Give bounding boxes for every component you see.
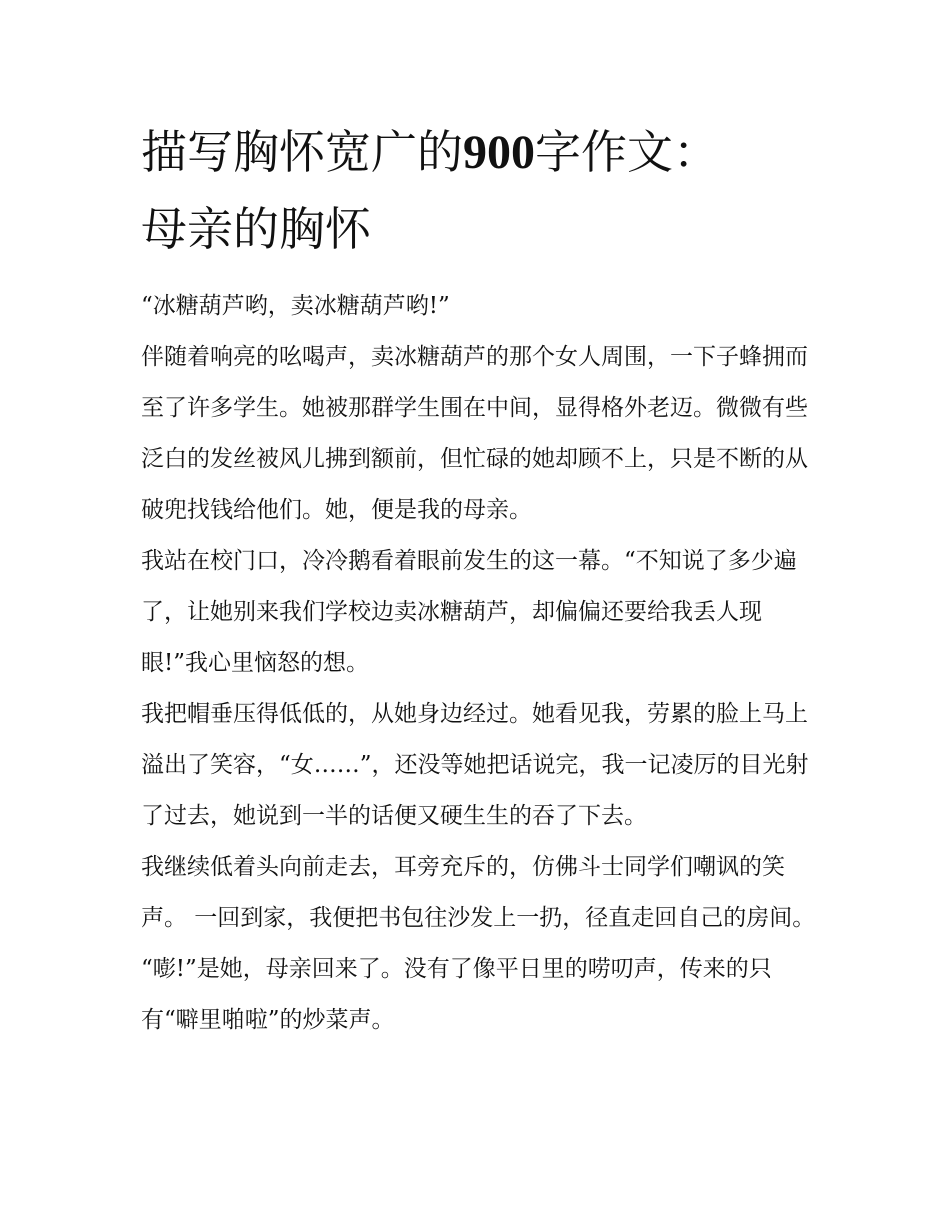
title-line1-text: 描写胸怀宽广的 bbox=[141, 125, 463, 179]
paragraph-2: 伴随着响亮的吆喝声，卖冰糖葫芦的那个女人周围，一下子蜂拥而至了许多学生。她被那群学生围在中间，显得格外老迈。微微有些泛白的发丝被风儿拂到额前，但忙碌的她却顾不上，只是不断的从破兜找钱给他们。她，便是我的母亲。 bbox=[141, 344, 808, 523]
title-line2-text: 母亲的胸怀 bbox=[141, 202, 371, 256]
title-line1-suffix: 字作文： bbox=[535, 125, 719, 179]
paragraph-5: 我继续低着头向前走去，耳旁充斥的，仿佛斗士同学们嘲讽的笑声。 一回到家，我便把书包往沙发上一扔，径直走回自己的房间。 bbox=[141, 854, 816, 931]
document-page bbox=[141, 114, 821, 1046]
paragraph-1: “冰糖葫芦哟，卖冰糖葫芦哟!” bbox=[141, 293, 450, 319]
title-word-count: 900 bbox=[463, 126, 535, 179]
document-title bbox=[141, 114, 821, 267]
paragraph-3: 我站在校门口，冷冷鹅看着眼前发生的这一幕。“不知说了多少遍了，让她别来我们学校边卖冰糖葫芦，却偏偏还要给我丢人现眼!”我心里恼怒的想。 bbox=[141, 548, 797, 676]
paragraph-4: 我把帽垂压得低低的，从她身边经过。她看见我，劳累的脸上马上溢出了笑容，“女……”，还没等她把话说完，我一记凌厉的目光射了过去，她说到一半的话便又硬生生的吞了下去。 bbox=[141, 701, 809, 829]
paragraph-6: “嘭!”是她，母亲回来了。没有了像平日里的唠叨声，传来的只有“噼里啪啦”的炒菜声。 bbox=[141, 956, 772, 1033]
